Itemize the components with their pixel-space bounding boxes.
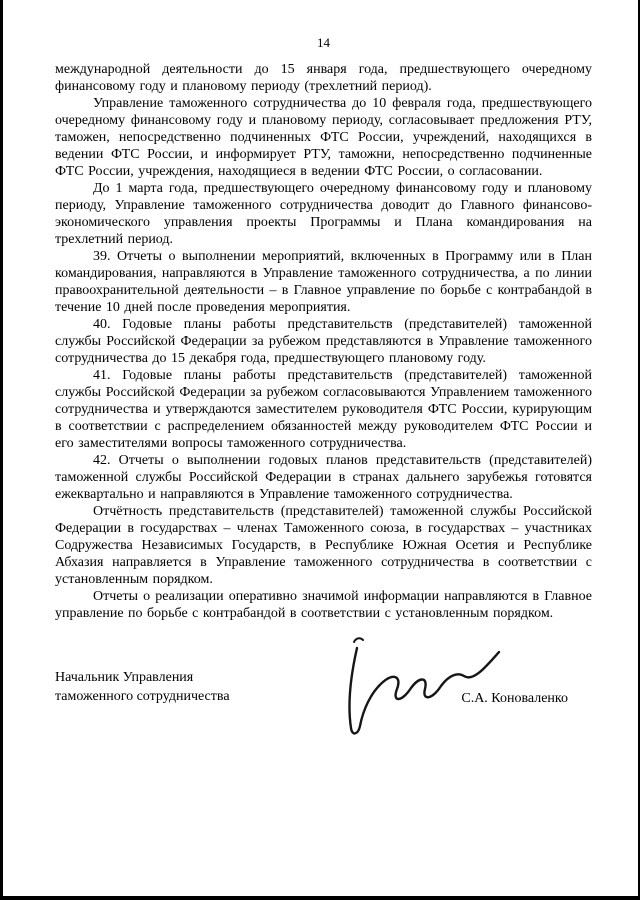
paragraph: международной деятельности до 15 января года, предшествующего очередному финансовому году и плановому периоду (трехлетний период).: [55, 62, 592, 94]
paragraph: 42. Отчеты о выполнении годовых планов представительств (представителей) таможенной службы Российской Федерации в странах дальнего зарубежья готовятся ежеквартально и направляются в Управление таможенного сотрудничества.: [55, 453, 592, 502]
paragraph: До 1 марта года, предшествующего очередному финансовому году и плановому периоду, Управление таможенного сотрудничества доводит до Главного финансово-экономического управления проекты Программы и Плана командирования на трехлетний период.: [55, 181, 592, 247]
paragraph: 40. Годовые планы работы представительств (представителей) таможенной службы Российской Федерации за рубежом представляются в Управление таможенного сотрудничества до 15 декабря года, предшествующего плановому году.: [55, 317, 592, 366]
paragraph: Отчётность представительств (представителей) таможенной службы Российской Федерации в государствах – членах Таможенного союза, в государствах – участниках Содружества Независимых Государств, в Республике Южная Осетия и Республике Абхазия направляется в Управление таможенного сотрудничества в соответствии с установленным порядком.: [55, 504, 592, 587]
signatory-title-line2: таможенного сотрудничества: [55, 689, 230, 704]
paragraph: Отчеты о реализации оперативно значимой информации направляются в Главное управление по борьбе с контрабандой в соответствии с установленным порядком.: [55, 589, 592, 621]
paragraph: Управление таможенного сотрудничества до 10 февраля года, предшествующего очередному финансовому году и плановому периоду, согласовывает предложения РТУ, таможен, непосредственно подчиненных ФТС России, учреждений, находящихся в ведении ФТС России, и информирует РТУ, таможни, непосредственно подчиненные ФТС России, учреждения, находящиеся в ведении ФТС России, о согласовании.: [55, 96, 592, 179]
signature-block: [55, 642, 592, 792]
signatory-name: С.А. Коноваленко: [461, 691, 568, 706]
signatory-title: [55, 668, 230, 706]
handwritten-signature: [327, 632, 507, 744]
signatory-title-line1: Начальник Управления: [55, 670, 194, 685]
page-number: 14: [317, 35, 330, 50]
paragraph: 39. Отчеты о выполнении мероприятий, включенных в Программу или в План командирования, направляются в Управление таможенного сотрудничества, а по линии правоохранительной деятельности – в Главное управление по борьбе с контрабандой в течение 10 дней после проведения мероприятия.: [55, 249, 592, 315]
signature-icon: [327, 632, 507, 744]
paragraph: 41. Годовые планы работы представительств (представителей) таможенной службы Российской Федерации за рубежом согласовываются Управлением таможенного сотрудничества и утверждаются заместителем руководителя ФТС России, курирующим в соответствии с распределением обязанностей между руководителем ФТС России и его заместителями вопросы таможенного сотрудничества.: [55, 368, 592, 451]
document-body: [55, 61, 592, 622]
